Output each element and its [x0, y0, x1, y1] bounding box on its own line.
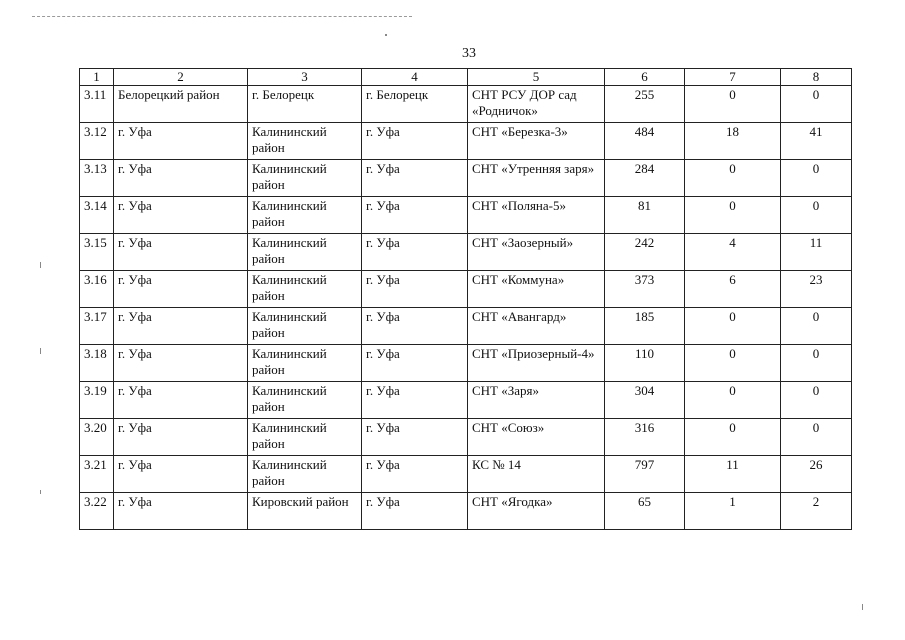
district-cell: Кировский район: [248, 493, 362, 530]
district-cell: Калининский район: [248, 271, 362, 308]
value-col6-cell: 110: [605, 345, 685, 382]
value-col8-cell: 41: [781, 123, 852, 160]
value-col8-cell: 26: [781, 456, 852, 493]
municipality-cell: Белорецкий район: [114, 86, 248, 123]
district-cell: Калининский район: [248, 308, 362, 345]
value-col7-cell: 0: [685, 197, 781, 234]
value-col8-cell: 0: [781, 160, 852, 197]
organization-cell: СНТ «Приозерный-4»: [468, 345, 605, 382]
column-header: 6: [605, 69, 685, 86]
municipality-cell: г. Уфа: [114, 456, 248, 493]
organization-cell: СНТ РСУ ДОР сад «Родничок»: [468, 86, 605, 123]
row-id-cell: 3.12: [80, 123, 114, 160]
row-id-cell: 3.22: [80, 493, 114, 530]
value-col6-cell: 255: [605, 86, 685, 123]
value-col8-cell: 0: [781, 86, 852, 123]
locality-cell: г. Уфа: [362, 382, 468, 419]
value-col7-cell: 1: [685, 493, 781, 530]
value-col6-cell: 304: [605, 382, 685, 419]
value-col7-cell: 0: [685, 86, 781, 123]
value-col7-cell: 0: [685, 160, 781, 197]
value-col6-cell: 65: [605, 493, 685, 530]
value-col8-cell: 0: [781, 197, 852, 234]
table-row: [80, 160, 852, 197]
value-col7-cell: 6: [685, 271, 781, 308]
scan-speck: [40, 490, 41, 494]
row-id-cell: 3.21: [80, 456, 114, 493]
municipality-cell: г. Уфа: [114, 123, 248, 160]
locality-cell: г. Уфа: [362, 123, 468, 160]
municipality-cell: г. Уфа: [114, 197, 248, 234]
district-cell: Калининский район: [248, 419, 362, 456]
value-col8-cell: 0: [781, 382, 852, 419]
value-col7-cell: 18: [685, 123, 781, 160]
municipality-cell: г. Уфа: [114, 345, 248, 382]
row-id-cell: 3.14: [80, 197, 114, 234]
locality-cell: г. Уфа: [362, 308, 468, 345]
value-col8-cell: 2: [781, 493, 852, 530]
row-id-cell: 3.16: [80, 271, 114, 308]
scan-artifact-line: [32, 16, 412, 17]
row-id-cell: 3.17: [80, 308, 114, 345]
district-cell: г. Белорецк: [248, 86, 362, 123]
district-cell: Калининский район: [248, 123, 362, 160]
organization-cell: СНТ «Авангард»: [468, 308, 605, 345]
value-col6-cell: 81: [605, 197, 685, 234]
value-col6-cell: 797: [605, 456, 685, 493]
municipality-cell: г. Уфа: [114, 419, 248, 456]
scan-speck: [40, 348, 41, 354]
table-row: [80, 197, 852, 234]
column-header: 8: [781, 69, 852, 86]
value-col7-cell: 0: [685, 345, 781, 382]
value-col8-cell: 0: [781, 419, 852, 456]
district-cell: Калининский район: [248, 197, 362, 234]
organization-cell: СНТ «Коммуна»: [468, 271, 605, 308]
table-row: [80, 382, 852, 419]
value-col7-cell: 11: [685, 456, 781, 493]
table-row: [80, 234, 852, 271]
locality-cell: г. Уфа: [362, 160, 468, 197]
locality-cell: г. Уфа: [362, 271, 468, 308]
value-col8-cell: 23: [781, 271, 852, 308]
value-col6-cell: 484: [605, 123, 685, 160]
table-row: [80, 456, 852, 493]
scan-speck: [862, 604, 863, 610]
column-header: 2: [114, 69, 248, 86]
value-col7-cell: 0: [685, 308, 781, 345]
organization-cell: СНТ «Союз»: [468, 419, 605, 456]
locality-cell: г. Уфа: [362, 493, 468, 530]
value-col8-cell: 0: [781, 308, 852, 345]
district-cell: Калининский район: [248, 382, 362, 419]
data-table: [79, 68, 852, 530]
column-header: 3: [248, 69, 362, 86]
column-header: 4: [362, 69, 468, 86]
value-col7-cell: 0: [685, 382, 781, 419]
municipality-cell: г. Уфа: [114, 382, 248, 419]
locality-cell: г. Уфа: [362, 234, 468, 271]
locality-cell: г. Уфа: [362, 345, 468, 382]
organization-cell: КС № 14: [468, 456, 605, 493]
value-col6-cell: 242: [605, 234, 685, 271]
row-id-cell: 3.20: [80, 419, 114, 456]
table-header-row: [80, 69, 852, 86]
column-header: 5: [468, 69, 605, 86]
scan-speck: [385, 34, 387, 36]
municipality-cell: г. Уфа: [114, 271, 248, 308]
municipality-cell: г. Уфа: [114, 493, 248, 530]
value-col8-cell: 0: [781, 345, 852, 382]
municipality-cell: г. Уфа: [114, 160, 248, 197]
table-row: [80, 123, 852, 160]
row-id-cell: 3.19: [80, 382, 114, 419]
district-cell: Калининский район: [248, 234, 362, 271]
table-row: [80, 308, 852, 345]
value-col8-cell: 11: [781, 234, 852, 271]
table-row: [80, 345, 852, 382]
value-col6-cell: 373: [605, 271, 685, 308]
organization-cell: СНТ «Заря»: [468, 382, 605, 419]
row-id-cell: 3.11: [80, 86, 114, 123]
row-id-cell: 3.18: [80, 345, 114, 382]
value-col6-cell: 316: [605, 419, 685, 456]
table-row: [80, 419, 852, 456]
table-row: [80, 86, 852, 123]
value-col6-cell: 284: [605, 160, 685, 197]
municipality-cell: г. Уфа: [114, 308, 248, 345]
organization-cell: СНТ «Ягодка»: [468, 493, 605, 530]
locality-cell: г. Уфа: [362, 197, 468, 234]
scan-speck: [40, 262, 41, 268]
locality-cell: г. Уфа: [362, 419, 468, 456]
organization-cell: СНТ «Заозерный»: [468, 234, 605, 271]
locality-cell: г. Белорецк: [362, 86, 468, 123]
page-number: 33: [462, 46, 476, 61]
column-header: 7: [685, 69, 781, 86]
row-id-cell: 3.13: [80, 160, 114, 197]
district-cell: Калининский район: [248, 456, 362, 493]
table-row: [80, 493, 852, 530]
value-col7-cell: 4: [685, 234, 781, 271]
organization-cell: СНТ «Утренняя заря»: [468, 160, 605, 197]
value-col6-cell: 185: [605, 308, 685, 345]
district-cell: Калининский район: [248, 345, 362, 382]
row-id-cell: 3.15: [80, 234, 114, 271]
table-row: [80, 271, 852, 308]
column-header: 1: [80, 69, 114, 86]
locality-cell: г. Уфа: [362, 456, 468, 493]
organization-cell: СНТ «Поляна-5»: [468, 197, 605, 234]
organization-cell: СНТ «Березка-3»: [468, 123, 605, 160]
value-col7-cell: 0: [685, 419, 781, 456]
municipality-cell: г. Уфа: [114, 234, 248, 271]
district-cell: Калининский район: [248, 160, 362, 197]
